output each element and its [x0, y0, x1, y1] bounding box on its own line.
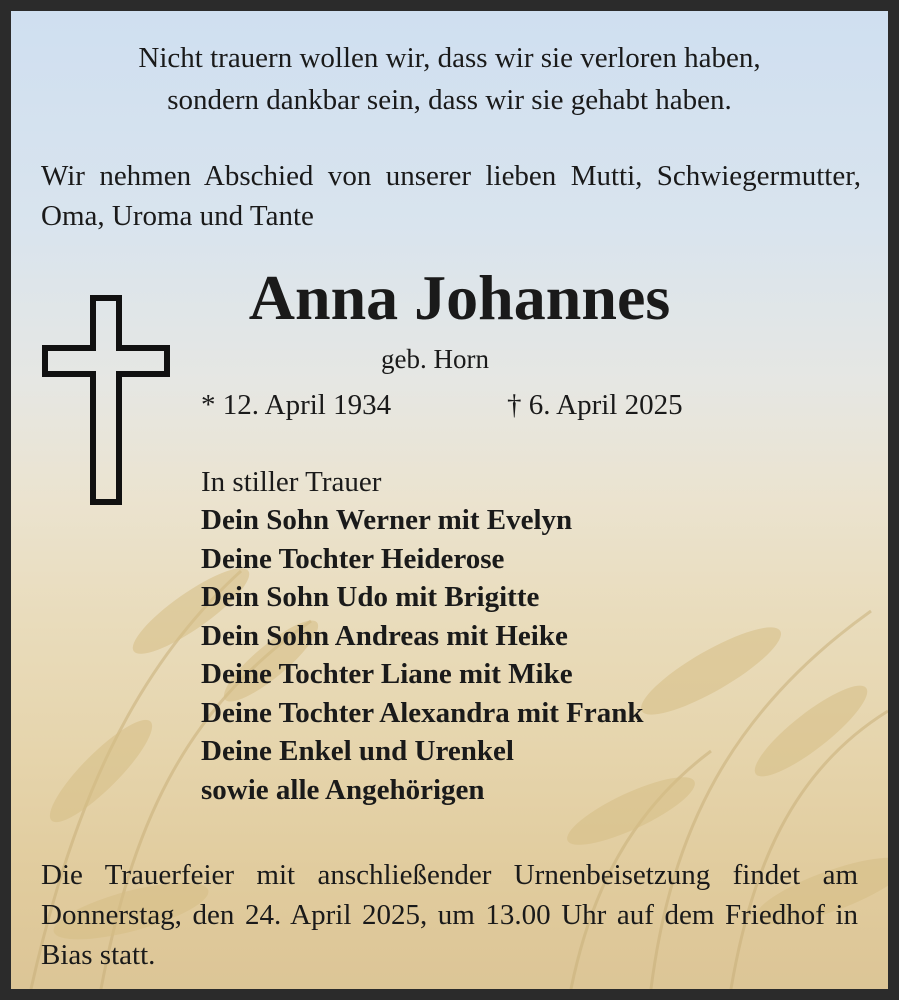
mourner-line: Dein Sohn Udo mit Brigitte: [201, 581, 540, 613]
cross-icon: [41, 294, 171, 506]
mourner-line: Deine Tochter Heiderose: [201, 542, 505, 575]
quote-line-1: Nicht trauern wollen wir, dass wir sie verloren haben,: [138, 42, 761, 74]
birth-name: geb. Horn: [381, 344, 489, 374]
birth-date: * 12. April 1934: [201, 389, 392, 421]
memorial-quote: [11, 37, 888, 121]
death-date: † 6. April 2025: [507, 389, 683, 421]
deceased-name: Anna Johannes: [248, 262, 671, 333]
mourner-line: Dein Sohn Andreas mit Heike: [201, 619, 568, 652]
mourner-line: Deine Tochter Liane mit Mike: [201, 658, 573, 690]
mourner-line: Deine Tochter Alexandra mit Frank: [201, 696, 644, 729]
quote-line-2: sondern dankbar sein, dass wir sie gehabt haben.: [167, 84, 732, 116]
mourner-line: Deine Enkel und Urenkel: [201, 735, 514, 767]
mourner-line: Dein Sohn Werner mit Evelyn: [201, 504, 573, 536]
farewell-intro: Wir nehmen Abschied von unserer lieben Mutti, Schwiegermutter, Oma, Uroma und Tante: [41, 160, 861, 232]
funeral-service-info: Die Trauerfeier mit anschließender Urnenbeisetzung findet am Donnerstag, den 24. April 2025, um 13.00 Uhr auf dem Friedhof in Bias statt.: [41, 859, 858, 971]
mourner-line: sowie alle Angehörigen: [201, 773, 485, 806]
mourners-block: [201, 463, 644, 809]
mourners-lead: In stiller Trauer: [201, 466, 382, 498]
